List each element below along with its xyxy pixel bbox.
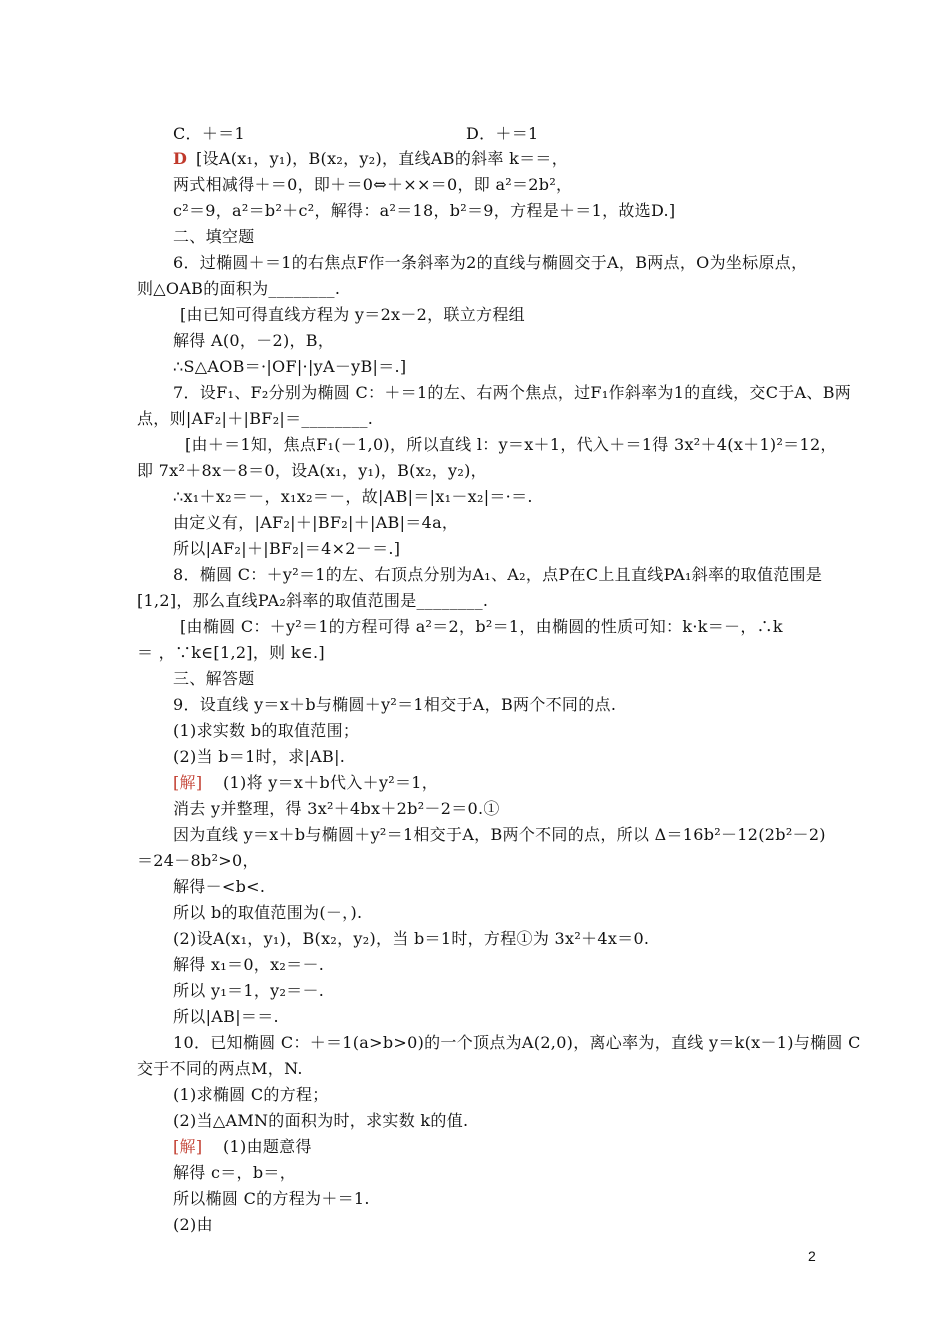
text-line: ∴x₁＋x₂＝－，x₁x₂＝－，故|AB|＝|x₁－x₂|＝·＝. (173, 487, 533, 506)
text-line: 解得 c＝，b＝， (173, 1163, 296, 1182)
text-line: 由定义有，|AF₂|＋|BF₂|＋|AB|＝4a， (173, 513, 459, 532)
text-line: (1)由题意得 (223, 1137, 312, 1156)
text-line: 所以|AB|＝＝. (173, 1007, 279, 1026)
answer-marker: D (173, 149, 188, 168)
text-line: 所以椭圆 C的方程为＋＝1. (173, 1189, 370, 1208)
text-line: 8．椭圆 C：＋y²＝1的左、右顶点分别为A₁、A₂，点P在C上且直线PA₁斜率的取值范围是 (173, 565, 823, 584)
text-line: [由＋＝1知，焦点F₁(－1,0)，所以直线 l：y＝x＋1，代入＋＝1得 3x²＋4(x＋1)²＝12， (185, 435, 837, 454)
text-line: 因为直线 y＝x＋b与椭圆＋y²＝1相交于A，B两个不同的点，所以 Δ＝16b²－12(2b²－2) (173, 825, 826, 844)
text-line: ∴S△AOB＝·|OF|·|yA－yB|＝.] (173, 357, 407, 376)
text-line: 两式相减得＋＝0，即＋＝0⇔＋××＝0，即 a²＝2b²， (173, 175, 573, 194)
text-line: 二、填空题 (173, 227, 255, 246)
page-number: 2 (808, 1248, 816, 1264)
text-line: 所以 y₁＝1，y₂＝－. (173, 981, 325, 1000)
text-line: 解得 A(0，－2)，B， (173, 331, 335, 350)
text-line: 6．过椭圆＋＝1的右焦点F作一条斜率为2的直线与椭圆交于A，B两点，O为坐标原点， (173, 253, 808, 272)
text-line: ＝ ，∵k∈[1,2]，则 k∈.] (137, 643, 325, 662)
text-line: 点，则|AF₂|＋|BF₂|＝________. (137, 409, 374, 428)
answer-marker: [解] (173, 1137, 203, 1156)
text-line: 所以|AF₂|＋|BF₂|＝4×2－＝.] (173, 539, 401, 558)
text-line: 三、解答题 (173, 669, 255, 688)
text-line: (1)求椭圆 C的方程； (173, 1085, 329, 1104)
text-line: D．＋＝1 (466, 124, 539, 143)
text-line: 7．设F₁、F₂分别为椭圆 C：＋＝1的左、右两个焦点，过F₁作斜率为1的直线，交C于A、B两 (173, 383, 852, 402)
text-line: [设A(x₁，y₁)，B(x₂，y₂)，直线AB的斜率 k＝＝， (196, 149, 568, 168)
text-line: C．＋＝1 (173, 124, 245, 143)
text-line: (2)设A(x₁，y₁)，B(x₂，y₂)，当 b＝1时，方程①为 3x²＋4x＝0. (173, 929, 650, 948)
text-line: (2)当△AMN的面积为时，求实数 k的值. (173, 1111, 469, 1130)
text-line: 即 7x²＋8x－8＝0，设A(x₁，y₁)，B(x₂，y₂)， (137, 461, 487, 480)
text-line: 解得－<b<. (173, 877, 266, 896)
text-line: 交于不同的两点M，N. (137, 1059, 303, 1078)
text-line: 10．已知椭圆 C：＋＝1(a>b>0)的一个顶点为A(2,0)，离心率为，直线 y＝k(x－1)与椭圆 C (173, 1033, 861, 1052)
text-line: ＝24－8b²>0， (137, 851, 259, 870)
answer-marker: [解] (173, 773, 203, 792)
text-line: 所以 b的取值范围为(－，). (173, 903, 363, 922)
text-line: [由椭圆 C：＋y²＝1的方程可得 a²＝2，b²＝1，由椭圆的性质可知：k·k＝－，∴k (180, 617, 783, 636)
text-line: (1)求实数 b的取值范围； (173, 721, 360, 740)
text-line: (1)将 y＝x＋b代入＋y²＝1， (223, 773, 439, 792)
text-line: [1,2]，那么直线PA₂斜率的取值范围是________. (137, 591, 489, 610)
text-line: 消去 y并整理，得 3x²＋4bx＋2b²－2＝0.① (173, 799, 500, 818)
text-line: (2)由 (173, 1215, 213, 1234)
text-line: c²＝9，a²＝b²＋c²，解得：a²＝18，b²＝9，方程是＋＝1，故选D.] (173, 201, 676, 220)
text-line: 解得 x₁＝0，x₂＝－. (173, 955, 325, 974)
text-line: [由已知可得直线方程为 y＝2x－2，联立方程组 (180, 305, 525, 324)
text-line: 9．设直线 y＝x＋b与椭圆＋y²＝1相交于A，B两个不同的点. (173, 695, 617, 714)
text-line: 则△OAB的面积为________. (137, 279, 341, 298)
text-line: (2)当 b＝1时，求|AB|. (173, 747, 346, 766)
